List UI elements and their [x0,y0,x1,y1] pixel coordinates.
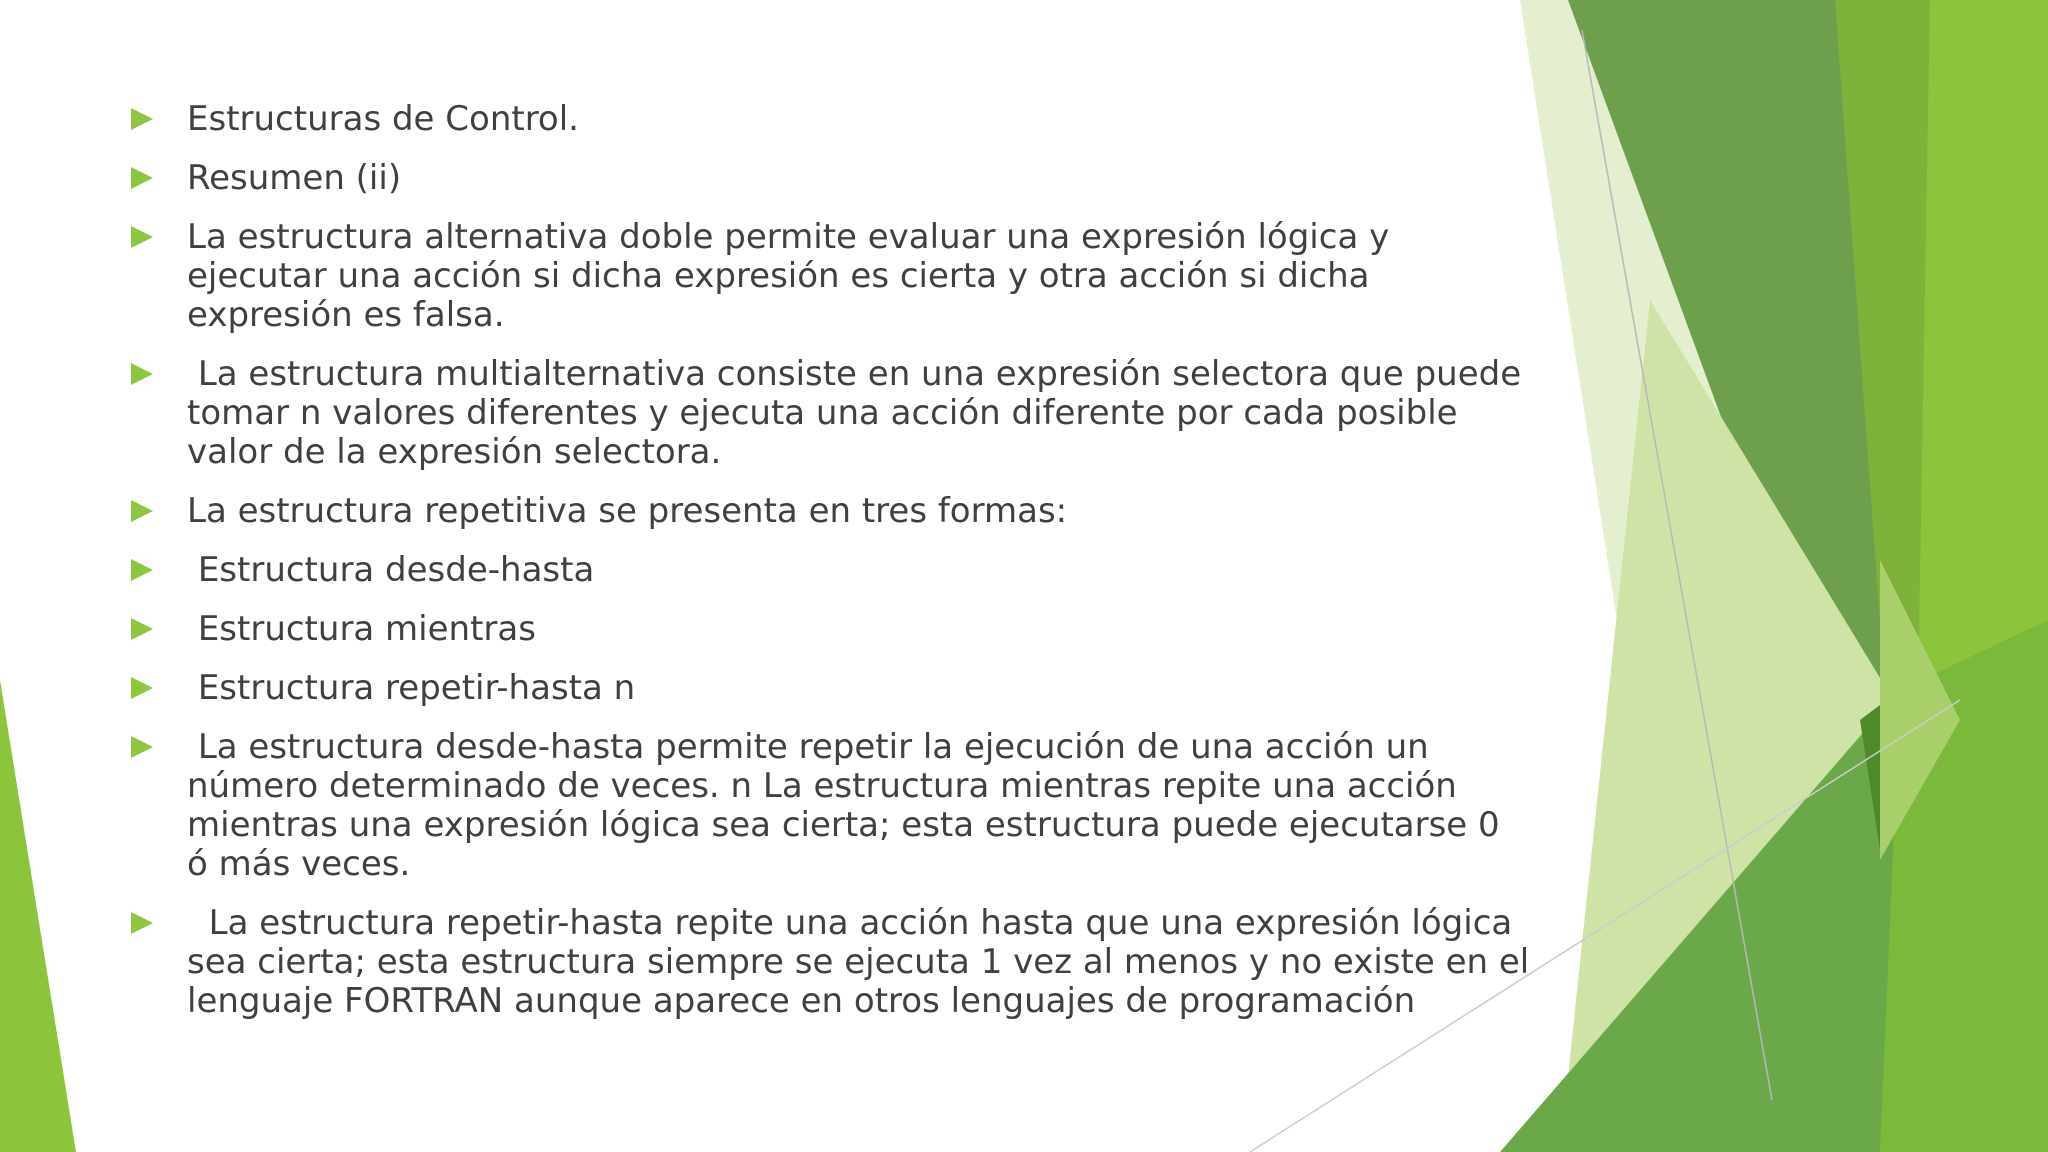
bullet-item [130,355,1530,472]
triangle-right-icon [131,912,153,934]
bullet-item [130,551,1530,590]
bullet-item [130,610,1530,649]
bullet-item [130,492,1530,531]
bullet-text: La estructura multialternativa consiste en una expresión selectora que puede tomar n valores diferentes y ejecuta una acción diferente por cada posible valor de la expresión selectora. [187,354,1532,472]
triangle-right-icon [131,167,153,189]
triangle-right-icon [131,363,153,385]
triangle-right-icon [131,559,153,581]
triangle-right-icon [131,618,153,640]
bullet-text: La estructura repetitiva se presenta en tres formas: [187,491,1068,531]
bullet-item [130,903,1541,1021]
bullet-item [130,159,1530,198]
triangle-right-icon [131,677,153,699]
bullet-text: Resumen (ii) [187,158,402,198]
bullet-text: Estructuras de Control. [187,99,579,139]
bullet-item [130,669,1530,708]
triangle-right-icon [131,226,153,248]
triangle-right-icon [131,108,153,130]
bullet-text: Estructura mientras [187,609,536,649]
bullet-item [130,728,1530,884]
left-green-sliver [0,680,76,1152]
triangle-right-icon [131,736,153,758]
bullet-text: Estructura desde-hasta [187,550,595,590]
bullet-text: La estructura repetir-hasta repite una acción hasta que una expresión lógica sea cierta; esta estructura siempre se ejecuta 1 vez al menos y no existe en el lenguaje FORTRAN aunque aparece en otros lenguajes de programación [187,903,1541,1021]
triangle-right-icon [131,500,153,522]
bullet-item [130,100,1530,139]
bullet-text: La estructura alternativa doble permite evaluar una expresión lógica y ejecutar una acción si dicha expresión es cierta y otra acción si dicha expresión es falsa. [187,217,1401,335]
bullet-text: La estructura desde-hasta permite repetir la ejecución de una acción un número determinado de veces. n La estructura mientras repite una acción mientras una expresión lógica sea cierta; esta estructura puede ejecutarse 0 ó más veces. [187,727,1511,884]
bullet-item [130,218,1530,335]
bullet-list [130,99,1541,1041]
bullet-text: Estructura repetir-hasta n [187,668,636,708]
